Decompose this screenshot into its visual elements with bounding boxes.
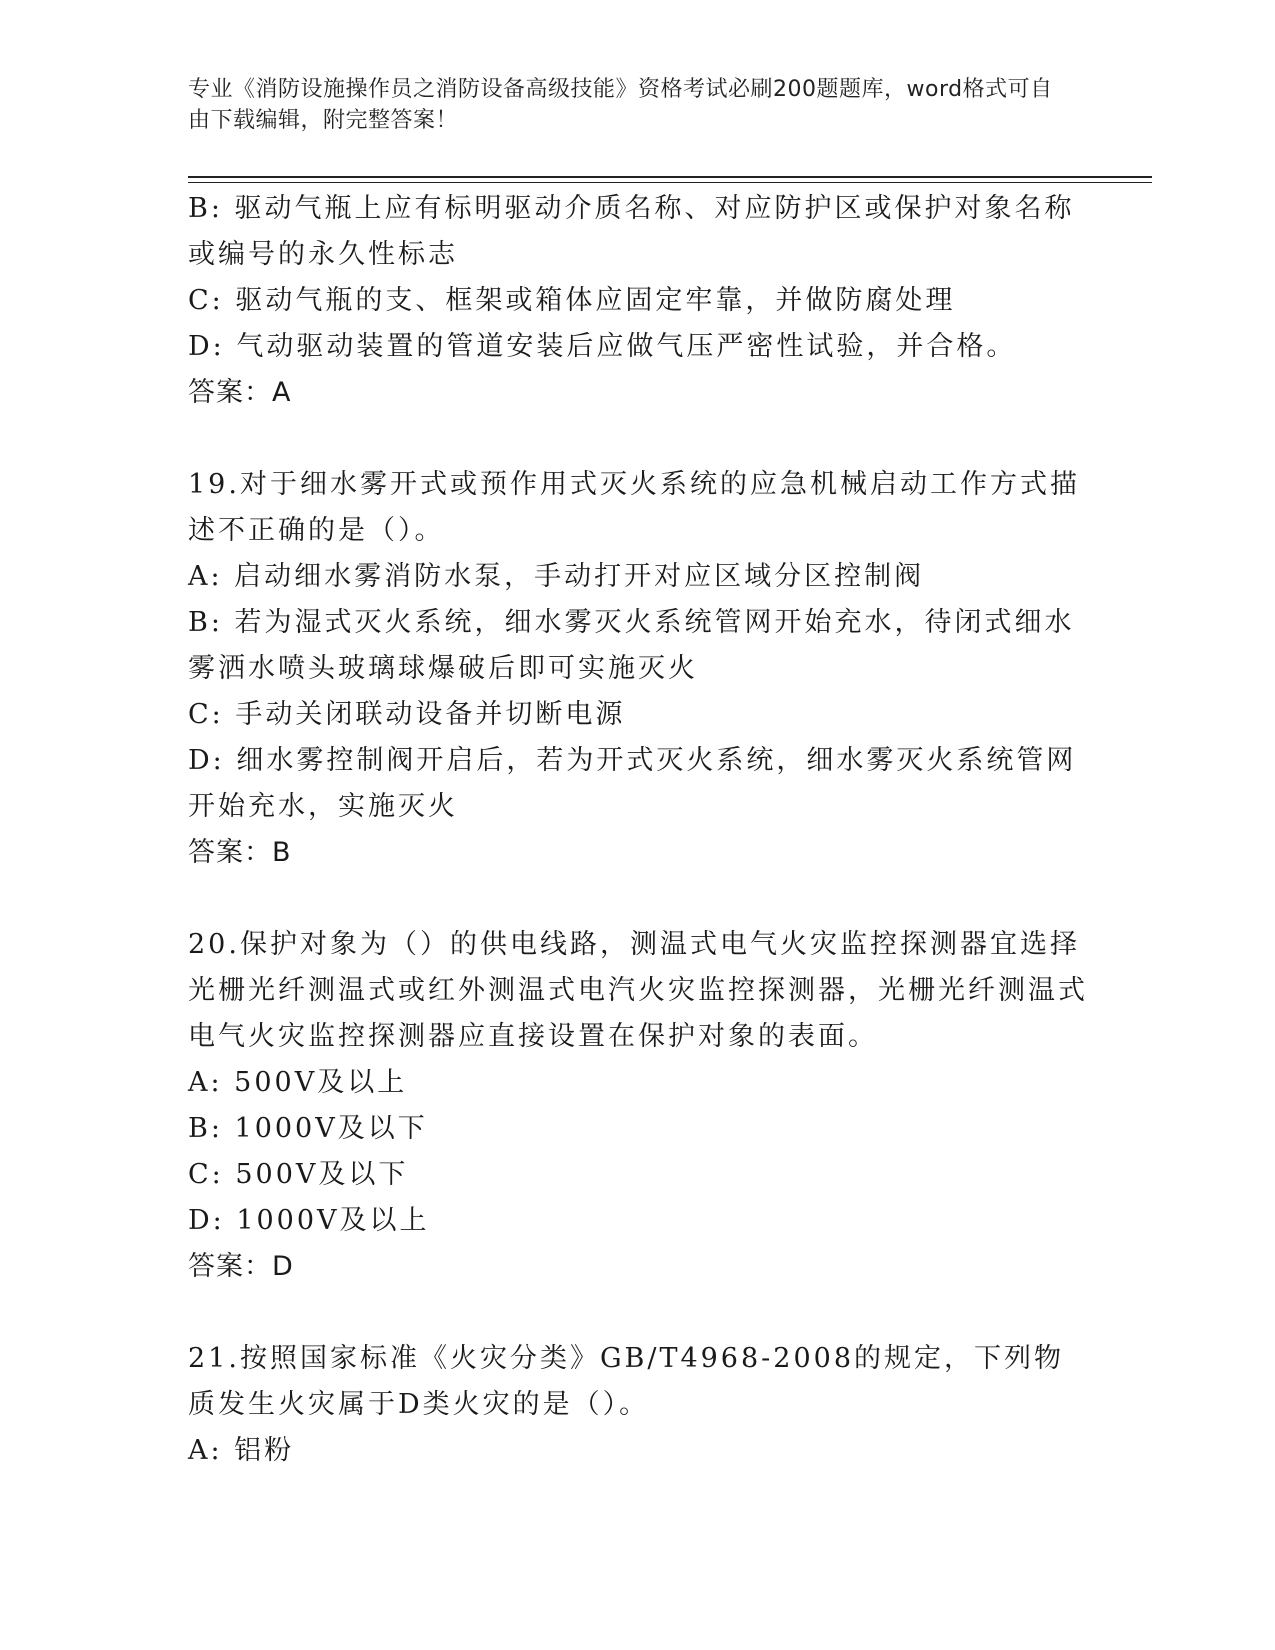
option-c: C: 500V及以下 <box>188 1159 409 1190</box>
answer-text: 答案：A <box>188 377 292 408</box>
question-19 <box>188 462 1088 876</box>
option-b: B: 驱动气瓶上应有标明驱动介质名称、对应防护区或保护对象名称或编号的永久性标志 <box>188 193 1075 270</box>
option-b: B: 1000V及以下 <box>188 1113 428 1144</box>
document-body <box>188 186 1088 1474</box>
option-b: B: 若为湿式灭火系统，细水雾灭火系统管网开始充水，待闭式细水雾洒水喷头玻璃球爆破后即可实施灭火 <box>188 607 1075 684</box>
option-a: A: 铝粉 <box>188 1435 295 1466</box>
option-d: D: 细水雾控制阀开启后，若为开式灭火系统，细水雾灭火系统管网开始充水，实施灭火 <box>188 745 1077 822</box>
prev-question-block <box>188 186 1088 416</box>
question-20 <box>188 922 1088 1290</box>
page-header <box>188 74 1068 136</box>
option-d: D: 气动驱动装置的管道安装后应做气压严密性试验，并合格。 <box>188 331 1017 362</box>
option-a: A: 启动细水雾消防水泵，手动打开对应区域分区控制阀 <box>188 561 925 592</box>
answer-text: 答案：D <box>188 1251 294 1282</box>
question-stem: 21.按照国家标准《火灾分类》GB/T4968-2008的规定，下列物质发生火灾属于D类火灾的是（）。 <box>188 1343 1065 1420</box>
option-c: C: 手动关闭联动设备并切断电源 <box>188 699 626 730</box>
question-stem: 19.对于细水雾开式或预作用式灭火系统的应急机械启动工作方式描述不正确的是（）。 <box>188 469 1080 546</box>
option-c: C: 驱动气瓶的支、框架或箱体应固定牢靠，并做防腐处理 <box>188 285 956 316</box>
option-a: A: 500V及以上 <box>188 1067 408 1098</box>
option-d: D: 1000V及以上 <box>188 1205 430 1236</box>
header-title: 专业《消防设施操作员之消防设备高级技能》资格考试必刷200题题库，word格式可自由下载编辑，附完整答案！ <box>188 77 1053 133</box>
answer-text: 答案：B <box>188 837 292 868</box>
question-21 <box>188 1336 1088 1474</box>
question-stem: 20.保护对象为（）的供电线路，测温式电气火灾监控探测器宜选择光栅光纤测温式或红外测温式电汽火灾监控探测器，光栅光纤测温式电气火灾监控探测器应直接设置在保护对象的表面。 <box>188 929 1088 1052</box>
header-divider-thin <box>188 182 1152 183</box>
header-divider-thick <box>188 176 1152 178</box>
